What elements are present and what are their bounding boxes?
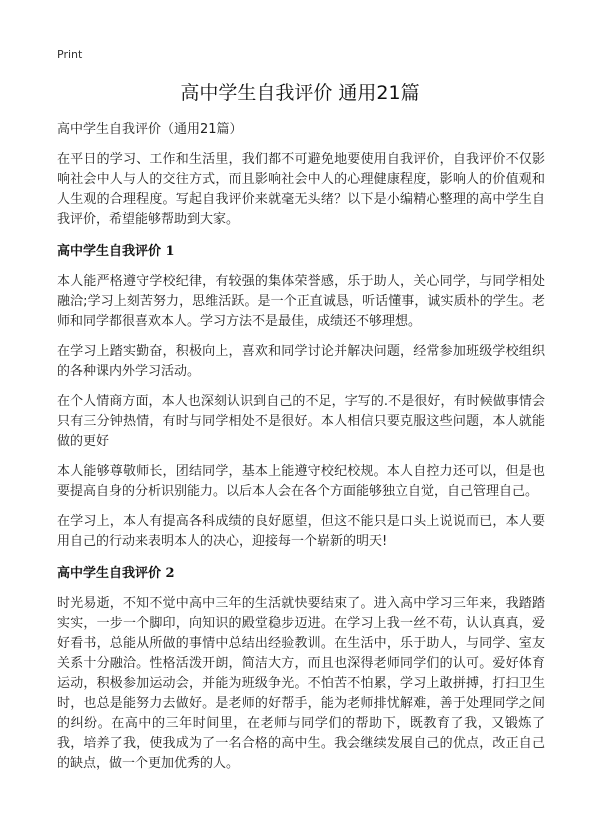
section-heading-2: 高中学生自我评价 2 — [57, 566, 175, 581]
section-1-paragraph-2: 在学习上踏实勤奋，积极向上，喜欢和同学讨论并解决问题，经常参加班级学校组织的各种课内外学习活动。 — [57, 344, 545, 379]
page-title: 高中学生自我评价 通用21篇 — [180, 82, 420, 104]
section-1-paragraph-5: 在学习上，本人有提高各科成绩的良好愿望，但这不能只是口头上说说而已，本人要用自己的行动来表明本人的决心，迎接每一个崭新的明天! — [57, 514, 545, 549]
print-link[interactable]: Print — [57, 48, 83, 61]
section-2-paragraph-1: 时光易逝，不知不觉中高中三年的生活就快要结束了。进入高中学习三年来，我踏踏实实，一步一个脚印，向知识的殿堂稳步迈进。在学习上我一丝不苟，认认真真，爱好看书，总能从所做的事情中总结出经验教训。在生活中，乐于助人，与同学、室友关系十分融洽。性格活泼开朗，简洁大方，而且也深得老师同学们的认可。爱好体育运动，积极参加运动会，并能为班级争光。不怕苦不怕累，学习上敢拼搏，打扫卫生时，也总是能努力去做好。是老师的好帮手，能为老师排忧解难，善于处理同学之间的纠纷。在高中的三年时间里，在老师与同学们的帮助下，既教育了我，又锻炼了我，培养了我，使我成为了一名合格的高中生。我会继续发展自己的优点，改正自己的缺点，做一个更加优秀的人。 — [57, 596, 545, 771]
document-body — [57, 120, 545, 784]
intro-paragraph: 在平日的学习、工作和生活里，我们都不可避免地要使用自我评价，自我评价不仅影响社会中人与人的交往方式，而且影响社会中人的心理健康程度，影响人的价值观和人生观的合理程度。写起自我评价来就毫无头绪？以下是小编精心整理的高中学生自我评价，希望能够帮助到大家。 — [57, 152, 545, 227]
section-1-paragraph-1: 本人能严格遵守学校纪律，有较强的集体荣誉感，乐于助人，关心同学，与同学相处融洽;学习上刻苦努力，思维活跃。是一个正直诚恳，听话懂事，诚实质朴的学生。老师和同学都很喜欢本人。学习方法不是最佳，成绩还不够理想。 — [57, 274, 545, 329]
section-1-paragraph-3: 在个人情商方面，本人也深刻认识到自己的不足，字写的.不是很好，有时候做事情会只有三分钟热情，有时与同学相处不是很好。本人相信只要克服这些问题，本人就能做的更好 — [57, 394, 545, 449]
section-1-paragraph-4: 本人能够尊敬师长，团结同学，基本上能遵守校纪校规。本人自控力还可以，但是也要提高自身的分析识别能力。以后本人会在各个方面能够独立自觉，自己管理自己。 — [57, 464, 545, 499]
document-subtitle: 高中学生自我评价（通用21篇） — [57, 122, 243, 137]
section-heading-1: 高中学生自我评价 1 — [57, 244, 175, 259]
